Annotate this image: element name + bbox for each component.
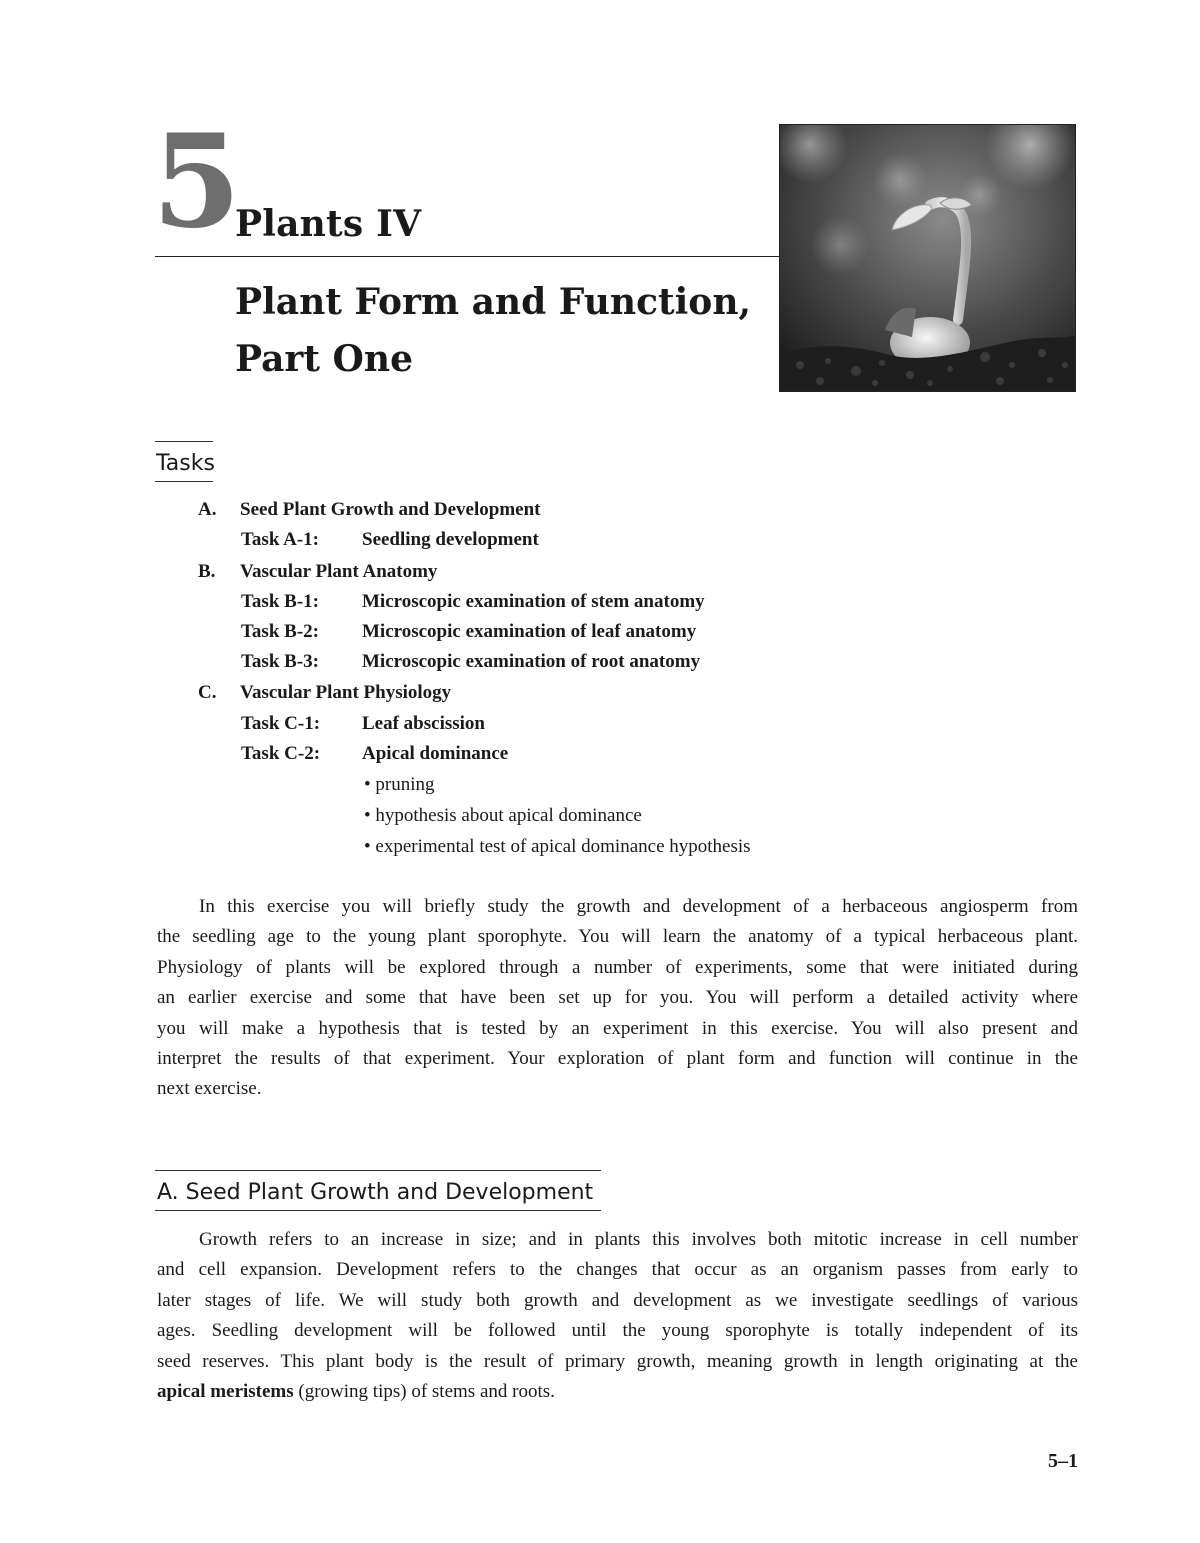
header-rule <box>155 256 780 257</box>
term-apical-meristems: apical meristems <box>157 1381 294 1403</box>
task-text: Leaf abscission <box>362 713 485 734</box>
seedling-photo <box>779 124 1076 392</box>
task-label: Task A-1: <box>241 529 319 550</box>
section-a-rule-bottom <box>155 1210 601 1211</box>
task-text: Apical dominance <box>362 743 509 764</box>
paragraph-line: seed reserves. This plant body is the result of primary growth, meaning growth in length originating at the <box>157 1350 1078 1372</box>
task-label: Task C-2: <box>241 743 321 764</box>
subtitle-line-2: Part One <box>235 338 413 380</box>
intro-paragraph <box>157 892 1078 1105</box>
task-text: Microscopic examination of leaf anatomy <box>362 621 697 642</box>
task-label: Task B-3: <box>241 651 319 672</box>
section-a-paragraph <box>157 1225 1078 1407</box>
section-a-rule-top <box>155 1170 601 1171</box>
group-title-a: Seed Plant Growth and Development <box>240 499 541 520</box>
seedling-illustration <box>780 125 1076 392</box>
tasks-rule-bottom <box>155 481 213 482</box>
paragraph-line: an earlier exercise and some that have been set up for you. You will perform a detailed activity where <box>157 987 1078 1009</box>
paragraph-line: In this exercise you will briefly study the growth and development of a herbaceous angiosperm from <box>199 896 1078 917</box>
paragraph-line-tail: (growing tips) of stems and roots. <box>293 1381 555 1403</box>
group-letter-a: A. <box>198 499 217 520</box>
paragraph-line-final <box>157 1377 1078 1407</box>
chapter-title: Plants IV <box>235 203 422 245</box>
bullet-item: • hypothesis about apical dominance <box>364 805 642 826</box>
paragraph-line: next exercise. <box>157 1078 262 1100</box>
paragraph-line: later stages of life. We will study both growth and development as we investigate seedlings of various <box>157 1289 1078 1311</box>
bullet-item: • pruning <box>364 774 435 795</box>
paragraph-line: you will make a hypothesis that is tested by an experiment in this exercise. You will also present and <box>157 1017 1078 1039</box>
tasks-rule-top <box>155 441 213 442</box>
tasks-heading: Tasks <box>156 451 215 476</box>
paragraph-line: Growth refers to an increase in size; and in plants this involves both mitotic increase in cell number <box>199 1229 1078 1250</box>
paragraph-line: interpret the results of that experiment. Your exploration of plant form and function will continue in the <box>157 1048 1078 1070</box>
group-letter-c: C. <box>198 682 217 703</box>
subtitle-line-1: Plant Form and Function, <box>235 281 752 323</box>
paragraph-line: Physiology of plants will be explored through a number of experiments, some that were initiated during <box>157 956 1078 978</box>
chapter-number: 5 <box>152 107 242 257</box>
bullet-item: • experimental test of apical dominance hypothesis <box>364 836 751 857</box>
paragraph-line: the seedling age to the young plant sporophyte. You will learn the anatomy of a typical herbaceous plant. <box>157 926 1078 948</box>
task-label: Task C-1: <box>241 713 321 734</box>
task-text: Microscopic examination of root anatomy <box>362 651 701 672</box>
task-label: Task B-1: <box>241 591 319 612</box>
group-title-b: Vascular Plant Anatomy <box>240 561 438 582</box>
group-letter-b: B. <box>198 561 216 582</box>
group-title-c: Vascular Plant Physiology <box>240 682 452 703</box>
task-text: Seedling development <box>362 529 539 550</box>
section-a-heading: A. Seed Plant Growth and Development <box>157 1180 594 1205</box>
task-label: Task B-2: <box>241 621 319 642</box>
task-text: Microscopic examination of stem anatomy <box>362 591 705 612</box>
page-number: 5–1 <box>1048 1450 1078 1472</box>
paragraph-line: ages. Seedling development will be followed until the young sporophyte is totally independent of its <box>157 1320 1078 1342</box>
chapter-subtitle <box>235 274 775 388</box>
paragraph-line: and cell expansion. Development refers to the changes that occur as an organism passes from early to <box>157 1259 1078 1281</box>
